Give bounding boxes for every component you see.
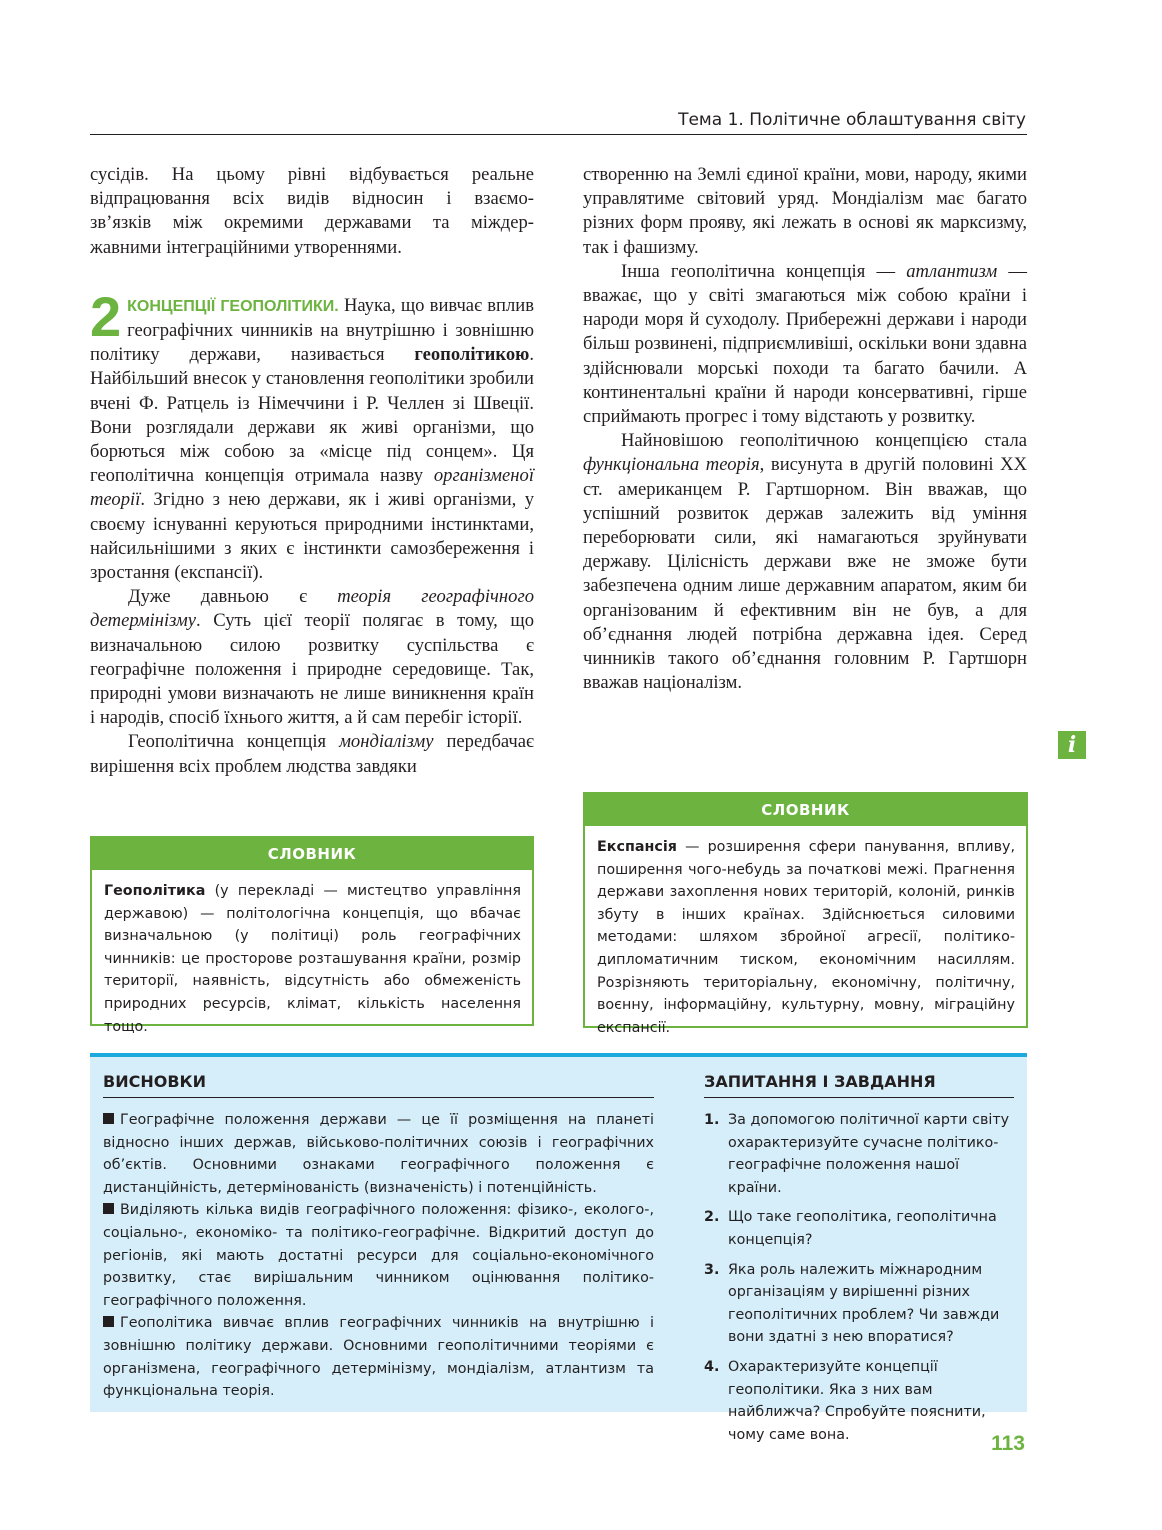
questions-rule	[704, 1097, 1014, 1098]
paragraph-world-state: створенню на Землі єдиної країни, мови, народу, якими управлятиме світовий уряд. Мондіалізм має багато різних форм прояву, які лежать в основі як марксизму, так і фашизму.	[583, 164, 1027, 258]
intro-line: зв’язків між окремими державами та міждер-	[90, 212, 534, 234]
question-number: 2.	[704, 1209, 720, 1226]
term-geopolitics: геополітикою	[414, 344, 530, 366]
square-bullet-icon	[103, 1113, 114, 1124]
square-bullet-icon	[103, 1203, 114, 1214]
vocabulary-box-expansion	[583, 792, 1028, 1036]
vocabulary-definition: (у перекладі — мистецтво управління державою) — політологічна концепція, що вбачає визначальною (у політиці) роль географічних чинників: це просторове розташування країни, розмір території, наявність, відсутність або обмеженість природних ресурсів, клімат, кількість населення тощо.	[104, 883, 521, 1035]
question-item	[704, 1206, 1014, 1251]
vocabulary-term: Геополітика	[104, 883, 206, 899]
section-paragraph	[90, 284, 534, 585]
paragraph-text: . Згідно з нею держави, як і живі організми, у своєму існуванні керуються природними інстинктами, найсильнішими з яких є інстинкти самозбереження і зростання (експансії).	[90, 489, 534, 584]
term-atlantism: атлантизм	[906, 260, 998, 282]
conclusion-text: Географічне положення держави — це її розміщення на планеті відносно інших держав, військово-політичних союзів і географічних об’єктів. Основними ознаками географічного положення є дистанційність, детермінованість (визначеність) і потенційність.	[103, 1112, 654, 1196]
intro-line: жавними інтеграційними утвореннями.	[90, 236, 402, 258]
question-text: Охарактеризуйте концепції геополітики. Яка з них вам найближча? Спробуйте пояснити, чому саме вона.	[728, 1358, 986, 1443]
vocabulary-heading: СЛОВНИК	[92, 838, 532, 870]
info-icon: i	[1058, 731, 1086, 759]
term-functional-theory: функціональна теорія	[583, 454, 760, 476]
running-header: Тема 1. Політичне облаштування світу	[678, 110, 1026, 130]
vocabulary-body	[585, 826, 1026, 1047]
question-item	[704, 1259, 1014, 1349]
vocabulary-body	[92, 870, 532, 1046]
vocabulary-term: Експансія	[597, 839, 677, 855]
paragraph-atlantism	[583, 260, 1027, 429]
conclusions-title: ВИСНОВКИ	[103, 1072, 206, 1091]
paragraph-text: — вважає, що у світі змагаються між собою країни і народи моря й суходолу. Прибережні держави і народи більш розвинені, підприємливіші, оскільки вони здавна здійснювали морські походи та багато бачили. А континентальні країни й народи консервативні, гірше сприймають прогрес і тому відстають у розвитку.	[583, 260, 1027, 428]
conclusion-text: Виділяють кілька видів географічного положення: фізико-, еколого-, соціально-, економіко- та політико-географічне. Відкритий доступ до регіонів, які мають достатні ресурси для соціально-економічного розвитку, стає вирішальним чинником оцінювання політико-географічного положення.	[103, 1202, 654, 1309]
question-item	[704, 1356, 1014, 1446]
question-text: За допомогою політичної карти світу охарактеризуйте сучасне політико-географічне положення нашої країни.	[728, 1112, 1010, 1196]
questions-list	[704, 1109, 1014, 1453]
left-column	[90, 163, 534, 779]
paragraph-mondialism	[90, 730, 534, 778]
header-rule	[90, 134, 1027, 135]
section-number: 2	[90, 284, 122, 348]
page-number: 113	[991, 1432, 1025, 1455]
paragraph-text: . Суть цієї теорії полягає в тому, що визначальною силою розвитку суспільства є географічне положення і природне середовище. Так, природні умови визначають не лише виникнення країн і народів, спосіб їхнього життя, а й сам перебіг історії.	[90, 610, 534, 729]
vocabulary-definition: — розширення сфери панування, впливу, поширення чого-небудь за початкові межі. Прагнення держави захоплення нових територій, колоній, ринків збуту в інших країнах. Здійснюється силовими методами: шляхом збройної агресії, політико-дипломатичним тиском, економічним насиллям. Розрізняють територіальну, економічну, політичну, воєнну, інформаційну, культурну, мовну, міграційну експансії.	[597, 839, 1015, 1036]
question-text: Яка роль належить міжнародним організаціям у вирішенні різних геополітичних проблем? Чи завжди вони здатні з нею впоратися?	[728, 1261, 1000, 1346]
paragraph-text: передбачає вирішення всіх проблем людства завдяки	[90, 731, 535, 777]
paragraph-text: Геополітична концепція	[128, 731, 340, 753]
conclusion-item	[103, 1109, 654, 1199]
conclusions-rule	[103, 1097, 654, 1098]
summary-panel	[90, 1053, 1027, 1443]
question-text: Що таке геополітика, геополітична концепція?	[728, 1209, 997, 1248]
question-number: 3.	[704, 1261, 720, 1278]
term-mondialism: мондіалізму	[339, 731, 434, 753]
conclusion-item	[103, 1312, 654, 1402]
paragraph-text: . Найбільший внесок у становлення геополітики зробили вчені Ф. Ратцель із Німеччини і Р. Челлен зі Швеції. Вони розглядали держави як живі організми, що борються між собою за «місце під сонцем». Ця геополітична концепція отримала назву	[90, 344, 534, 487]
section-title: КОНЦЕПЦІЇ ГЕОПОЛІТИКИ.	[127, 297, 339, 315]
paragraph-text: Наука, що вивчає вплив географічних чинників на внутрішню і зовнішню політику держави, називається	[90, 294, 534, 366]
intro-line: відпрацювання всіх видів відносин і взаємо-	[90, 188, 534, 210]
paragraph-text: Інша геополітична концепція —	[621, 260, 907, 282]
questions-title: ЗАПИТАННЯ І ЗАВДАННЯ	[704, 1072, 936, 1091]
right-column	[583, 163, 1027, 695]
question-number: 1.	[704, 1112, 720, 1128]
conclusions-list	[103, 1109, 654, 1403]
paragraph-determinism	[90, 585, 534, 730]
paragraph-text: Дуже давньою є	[128, 586, 338, 608]
paragraph-functional	[583, 429, 1027, 695]
conclusion-item	[103, 1199, 654, 1312]
question-number: 4.	[704, 1358, 720, 1375]
paragraph-text: Найновішою геополітичною концепцією стала	[621, 430, 1027, 452]
question-item	[704, 1109, 1014, 1199]
vocabulary-box-geopolitics	[90, 836, 534, 1035]
term-organism-theory: організменої теорії	[90, 465, 534, 511]
conclusion-text: Геополітика вивчає вплив географічних чинників на внутрішню і зовнішню політику держави. Основними геополітичними теоріями є організмена, географічного детермінізму, мондіалізм, атлантизм та функціональна теорія.	[103, 1315, 654, 1400]
vocabulary-heading: СЛОВНИК	[585, 794, 1026, 826]
paragraph-text: , висунута в другій половині XX ст. американцем Р. Гартшорном. Він вважав, що успішний розвиток держав залежить від уміння переборювати сили, які намагаються зруйнувати державу. Цілісність держави вже не зможе бути забезпечена одним лише державним апаратом, яким би організованим й ефективним він не був, а для об’єднання людей потрібна державна ідея. Серед чинників такого об’єднання головним Р. Гартшорн вважав націоналізм.	[583, 454, 1028, 694]
term-determinism: теорія географічного детермінізму	[90, 586, 534, 632]
intro-line: сусідів. На цьому рівні відбувається реальне	[90, 164, 534, 185]
square-bullet-icon	[103, 1316, 114, 1327]
